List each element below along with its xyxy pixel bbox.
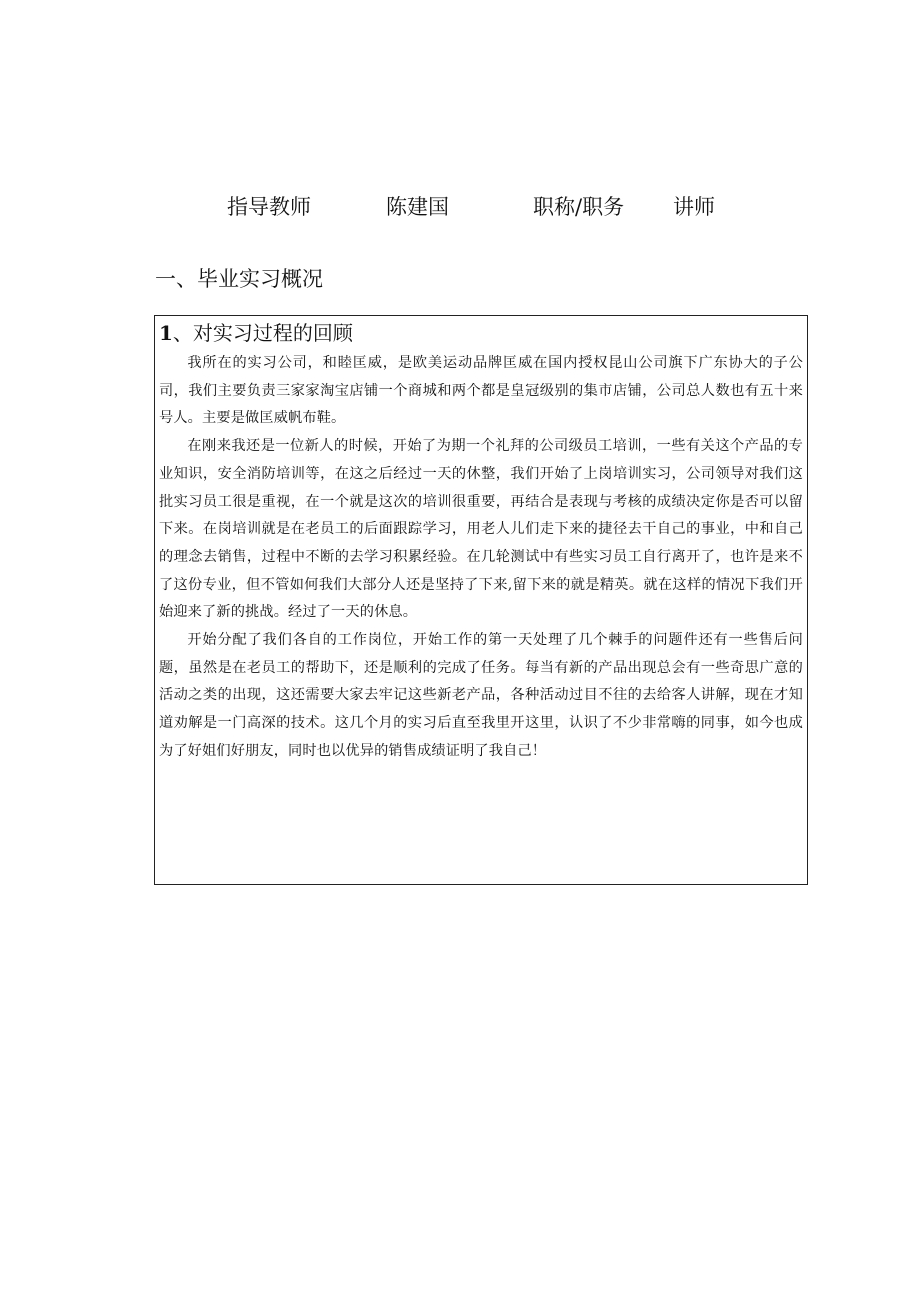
subsection-number: 1 [159, 321, 173, 345]
subsection-title: 、对实习过程的回顾 [172, 321, 353, 345]
paragraph-2: 在刚来我还是一位新人的时候，开始了为期一个礼拜的公司级员工培训，一些有关这个产品的专业知识，安全消防培训等，在这之后经过一天的休整，我们开始了上岗培训实习，公司领导对我们这批实习员工很是重视，在一个就是这次的培训很重要，再结合是表现与考核的成绩决定你是否可以留下来。在岗培训就是在老员工的后面跟踪学习，用老人儿们走下来的捷径去干自己的事业，中和自己的理念去销售，过程中不断的去学习积累经验。在几轮测试中有些实习员工自行离开了，也许是来不了这份专业，但不管如何我们大部分人还是坚持了下来,留下来的就是精英。就在这样的情况下我们开始迎来了新的挑战。经过了一天的休息。 [159, 438, 803, 621]
paragraph-3: 开始分配了我们各自的工作岗位，开始工作的第一天处理了几个棘手的问题件还有一些售后问题，虽然是在老员工的帮助下，还是顺利的完成了任务。每当有新的产品出现总会有一些奇思广意的活动之类的出现，这还需要大家去牢记这些新老产品，各种活动过目不往的去给客人讲解，现在才知道劝解是一门高深的技术。这几个月的实习后直至我里开这里，认识了不少非常嗨的同事，如今也成为了好姐们好朋友，同时也以优异的销售成绩证明了我自己！ [159, 632, 803, 759]
advisor-info-row [0, 192, 920, 222]
job-title-value: 讲师 [673, 195, 715, 219]
subsection-heading [159, 318, 807, 350]
advisor-label: 指导教师 [227, 195, 311, 219]
advisor-name: 陈建国 [386, 195, 449, 219]
job-title-label: 职称/职务 [533, 195, 625, 219]
content-box [154, 315, 808, 885]
section-heading: 一、毕业实习概况 [155, 267, 323, 291]
paragraph-1: 我所在的实习公司，和睦匡威，是欧美运动品牌匡威在国内授权昆山公司旗下广东协大的子公司，我们主要负责三家家淘宝店铺一个商城和两个都是皇冠级别的集市店铺，公司总人数也有五十来号人。主要是做匡威帆布鞋。 [159, 355, 803, 427]
